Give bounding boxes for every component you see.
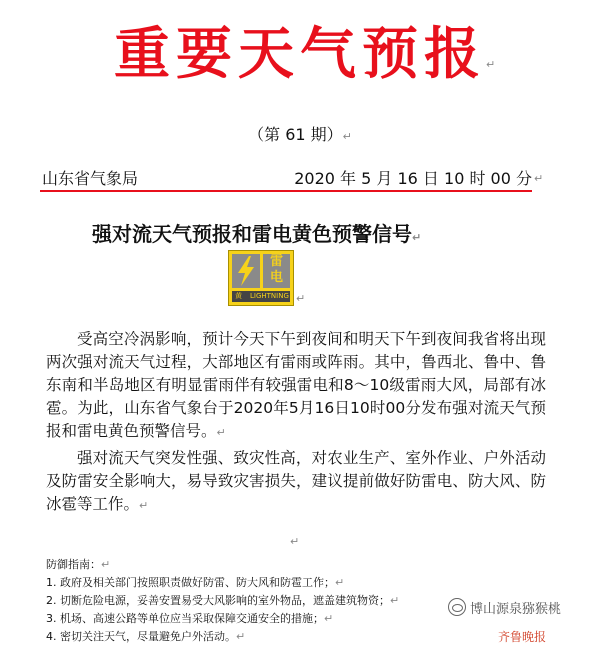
guide-item-text: 3. 机场、高速公路等单位应当采取保障交通安全的措施； [46,612,324,625]
paragraph-mark: ↵ [486,58,496,71]
paragraph-mark: ↵ [390,594,400,607]
red-divider [40,190,532,192]
watermark-secondary: 齐鲁晚报 [498,630,547,644]
paragraph-mark: ↵ [216,426,226,439]
signal-char-bottom: 电 [269,270,283,285]
paragraph-mark: ↵ [324,612,334,625]
defense-guide [46,556,486,646]
wechat-icon [448,598,466,616]
guide-item-text: 4. 密切关注天气，尽量避免户外活动。 [46,630,236,643]
paragraph-1 [46,328,546,444]
header-meta [42,166,532,188]
guide-item-text: 2. 切断危险电源，妥善安置易受大风影响的室外物品，遮盖建筑物资； [46,594,390,607]
guide-heading-text: 防御指南： [46,558,101,571]
issue-number [0,122,600,145]
guide-item [46,574,486,592]
paragraph-mark: ↵ [342,130,352,143]
signal-label-bar [232,291,290,302]
paragraph-mark: ↵ [335,576,345,589]
signal-label-left: 黄 [235,292,242,300]
issue-text: （第 61 期） [248,125,343,144]
paragraph-mark: ↵ [236,630,246,643]
guide-item [46,628,486,646]
masthead-title: 重要天气预报 [114,21,486,87]
document-title-text: 强对流天气预报和雷电黄色预警信号 [92,222,412,246]
signal-characters [263,254,290,288]
paragraph-mark: ↵ [534,172,544,185]
lightning-yellow-warning-icon [228,250,294,306]
paragraph-mark: ↵ [139,499,149,512]
guide-item [46,610,486,628]
lightning-bolt-icon [232,254,260,288]
guide-item-text: 1. 政府及相关部门按照职责做好防雷、防大风和防雹工作； [46,576,335,589]
guide-heading [46,556,486,574]
signal-char-top: 雷 [269,254,283,269]
watermark-text: 博山源泉猕猴桃 [470,601,562,617]
document-title [92,218,421,247]
watermark [448,596,561,618]
paragraph-mark: ↵ [296,292,306,305]
signal-label-right: LIGHTNING [250,292,289,300]
body-text [46,328,546,520]
paragraph-1-text: 受高空冷涡影响，预计今天下午到夜间和明天下午到夜间我省将出现两次强对流天气过程，大部地区有雷雨或阵雨。其中，鲁西北、鲁中、鲁东南和半岛地区有明显雷雨伴有较强雷电和8～10级雷雨大风，局部有冰雹。为此，山东省气象台于2020年5月16日10时00分发布强对流天气预报和雷电黄色预警信号。 [46,330,546,440]
guide-item [46,592,486,610]
paragraph-mark: ↵ [290,535,300,548]
paragraph-2 [46,447,546,517]
issue-date: 2020 年 5 月 16 日 10 时 00 分 [294,169,532,188]
paragraph-2-text: 强对流天气突发性强、致灾性高，对农业生产、室外作业、户外活动及防雷安全影响大，易导致灾害损失，建议提前做好防雷电、防大风、防冰雹等工作。 [46,449,546,513]
agency-name: 山东省气象局 [42,169,139,188]
paragraph-mark: ↵ [412,231,422,244]
paragraph-mark: ↵ [101,558,111,571]
